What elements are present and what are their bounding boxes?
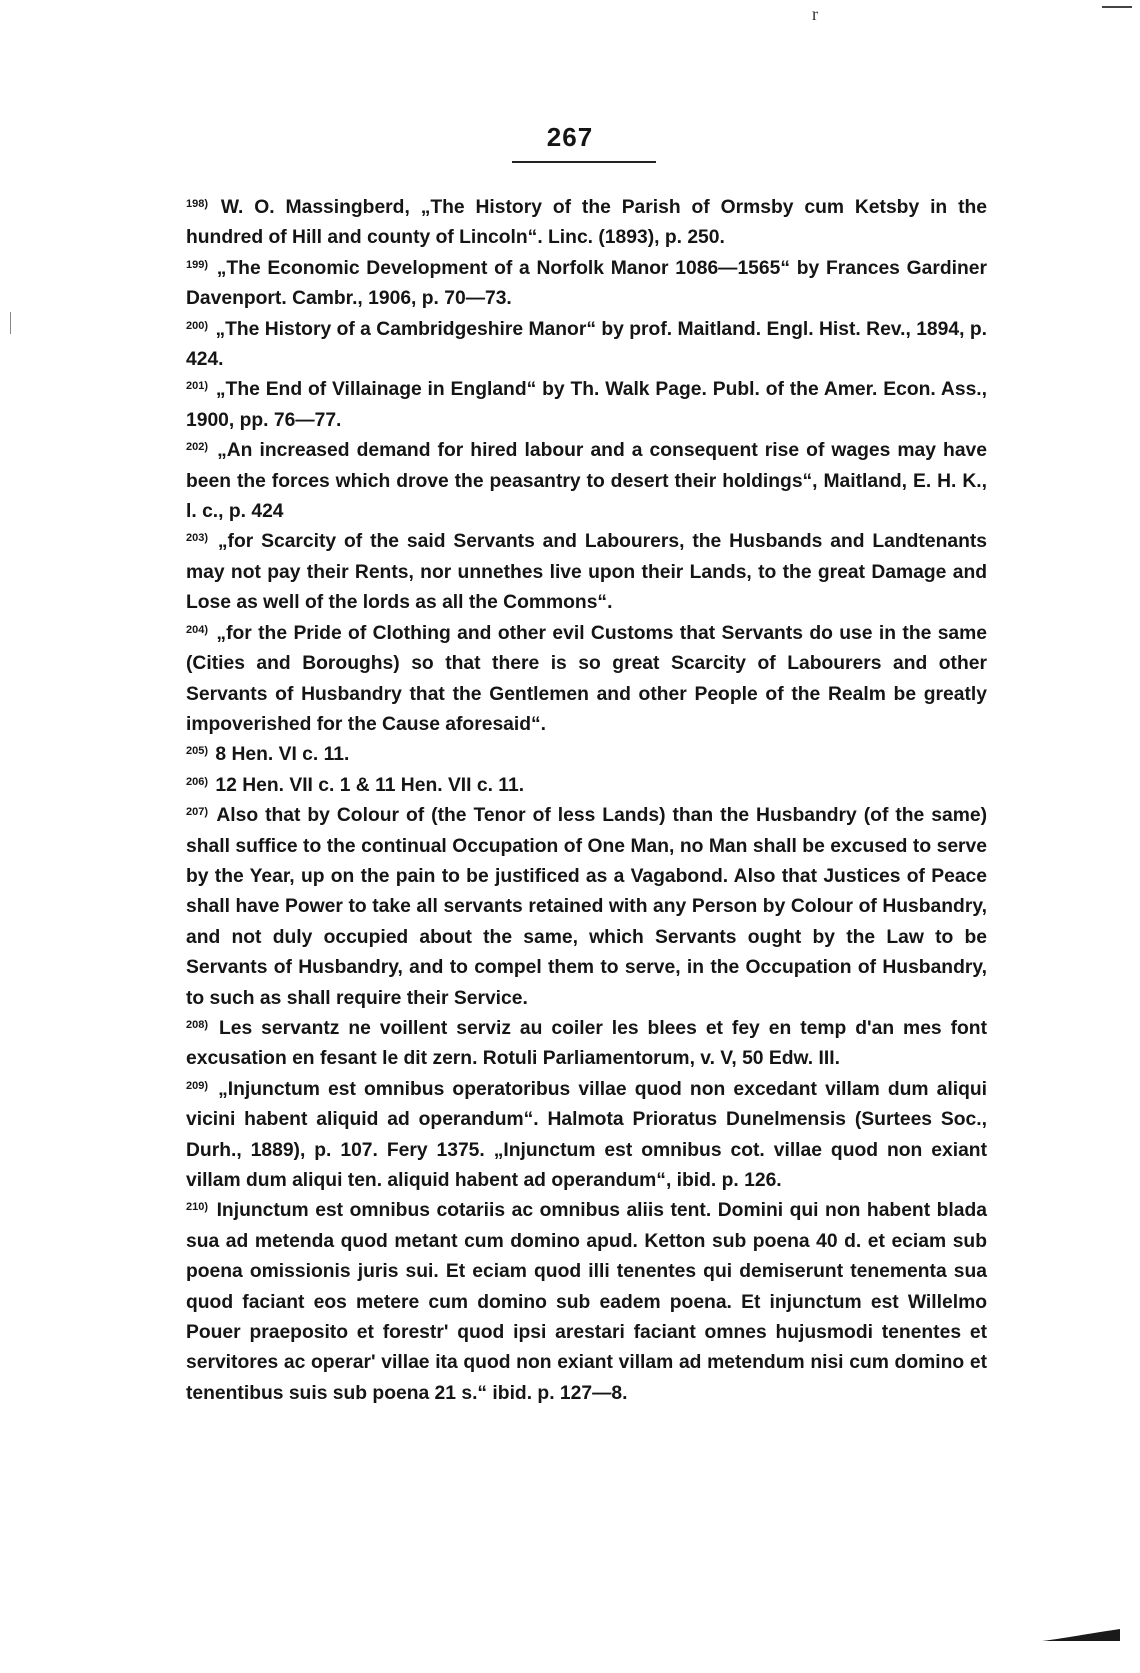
footnote <box>186 801 987 1014</box>
footnote-text: „for the Pride of Clothing and other evil Customs that Servants do use in the same (Cities and Boroughs) so that there is so great Scarcity of Labourers and other Servants of Husbandry that the Gentlemen and other People of the Realm be greatly impoverished for the Cause aforesaid“. <box>186 622 988 735</box>
footnote-number: 198) <box>186 198 209 210</box>
footnote-text: 8 Hen. VI c. 11. <box>215 744 350 766</box>
footnote-text: „The End of Villainage in England“ by Th. Walk Page. Publ. of the Amer. Econ. Ass., 1900, pp. 76—77. <box>186 379 988 431</box>
footnote-number: 208) <box>186 1018 209 1031</box>
footnote-text: „Injunctum est omnibus operatoribus villae quod non excedant villam dum aliqui vicini habent aliquid ad operandum“. Halmota Prioratus Dunelmensis (Surtees Soc., Durh., 1889), p. 107. Fery 1375. „Injunctum est omnibus cot. villae quod non exiant villam dum aliqui ten. aliquid habent ad operandum“, ibid. p. 126. <box>186 1078 987 1191</box>
footnote <box>186 740 987 770</box>
footnote-text: „The Economic Development of a Norfolk Manor 1086—1565“ by Frances Gardiner Davenport. Cambr., 1906, p. 70—73. <box>186 257 987 310</box>
footnote <box>186 315 987 376</box>
footnote <box>186 375 987 436</box>
footnote <box>186 1014 987 1075</box>
footnote <box>186 193 987 254</box>
footnote-text: Injunctum est omnibus cotariis ac omnibus aliis tent. Domini qui non habent blada sua ad metenda quod metant cum domino apud. Ketton sub poena 40 d. et eciam sub poena omissionis juris sui. Et eciam quod illi tenentes qui demiserunt tenementa sua quod faciant eos metere cum domino sub eadem poena. Et injunctum est Willelmo Pouer praeposito et forestr' quod ipsi arestari faciant omnes hujusmodi tenentes et servitores ac operar' villae ita quod non exiant villam ad metendum nisi cum domino et tenentibus suis sub poena 21 s.“ ibid. p. 127—8. <box>186 1200 988 1404</box>
footnote-number: 204) <box>186 623 209 636</box>
footnote-number: 199) <box>186 258 209 271</box>
footnote <box>186 1075 987 1197</box>
footnote-number: 205) <box>186 745 209 758</box>
footnote-number: 203) <box>186 532 209 545</box>
footnote-text: „An increased demand for hired labour and a consequent rise of wages may have been the forces which drove the peasantry to desert their holdings“, Maitland, E. H. K., l. c., p. 424 <box>186 440 987 523</box>
footnote-number: 201) <box>186 380 209 393</box>
footnote-number: 200) <box>186 319 209 332</box>
footnote <box>186 436 987 527</box>
page-number-rule <box>512 161 656 163</box>
footnote-text: 12 Hen. VII c. 1 & 11 Hen. VII c. 11. <box>215 774 525 796</box>
footnote <box>186 619 987 741</box>
footnote-number: 206) <box>186 775 209 788</box>
scan-mark-corner-line <box>1102 6 1132 8</box>
footnote-text: „The History of a Cambridgeshire Manor“ by prof. Maitland. Engl. Hist. Rev., 1894, p. 424. <box>186 318 987 371</box>
footnote-number: 210) <box>186 1201 209 1214</box>
footnote-number: 202) <box>186 441 209 454</box>
footnote-number: 209) <box>186 1079 209 1092</box>
footnote <box>186 771 987 801</box>
footnote-text: W. O. Massingberd, „The History of the Parish of Ormsby cum Ketsby in the hundred of Hill and county of Lincoln“. Linc. (1893), p. 250. <box>186 197 988 249</box>
footnotes-block <box>186 193 987 1409</box>
scan-smudge-bottom <box>1040 1628 1122 1642</box>
footnote <box>186 527 987 618</box>
footnote-text: Les servantz ne voillent serviz au coiler les blees et fey en temp d'an mes font excusation en fesant le dit zern. Rotuli Parliamentorum, v. V, 50 Edw. III. <box>186 1017 987 1070</box>
scan-mark-top: r <box>812 4 818 24</box>
footnote-number: 207) <box>186 806 209 819</box>
footnote <box>186 254 987 315</box>
footnote-text: Also that by Colour of (the Tenor of less Lands) than the Husbandry (of the same) shall suffice to the continual Occupation of One Man, no Man shall be excused to serve by the Year, up on the pain to be justificed as a Vagabond. Also that Justices of Peace shall have Power to take all servants retained with any Person by Colour of Husbandry, and not duly occupied about the same, which Servants ought by the Law to be Servants of Husbandry, and to compel them to serve, in the Occupation of Husbandry, to such as shall require their Service. <box>186 805 987 1009</box>
page-number: 267 <box>546 122 594 152</box>
scan-mark-left-line <box>10 312 11 334</box>
footnote-text: „for Scarcity of the said Servants and Labourers, the Husbands and Landtenants may not pay their Rents, nor unnethes live upon their Lands, to the great Damage and Lose as well of the lords as all the Commons“. <box>186 531 987 614</box>
footnote <box>186 1196 987 1409</box>
